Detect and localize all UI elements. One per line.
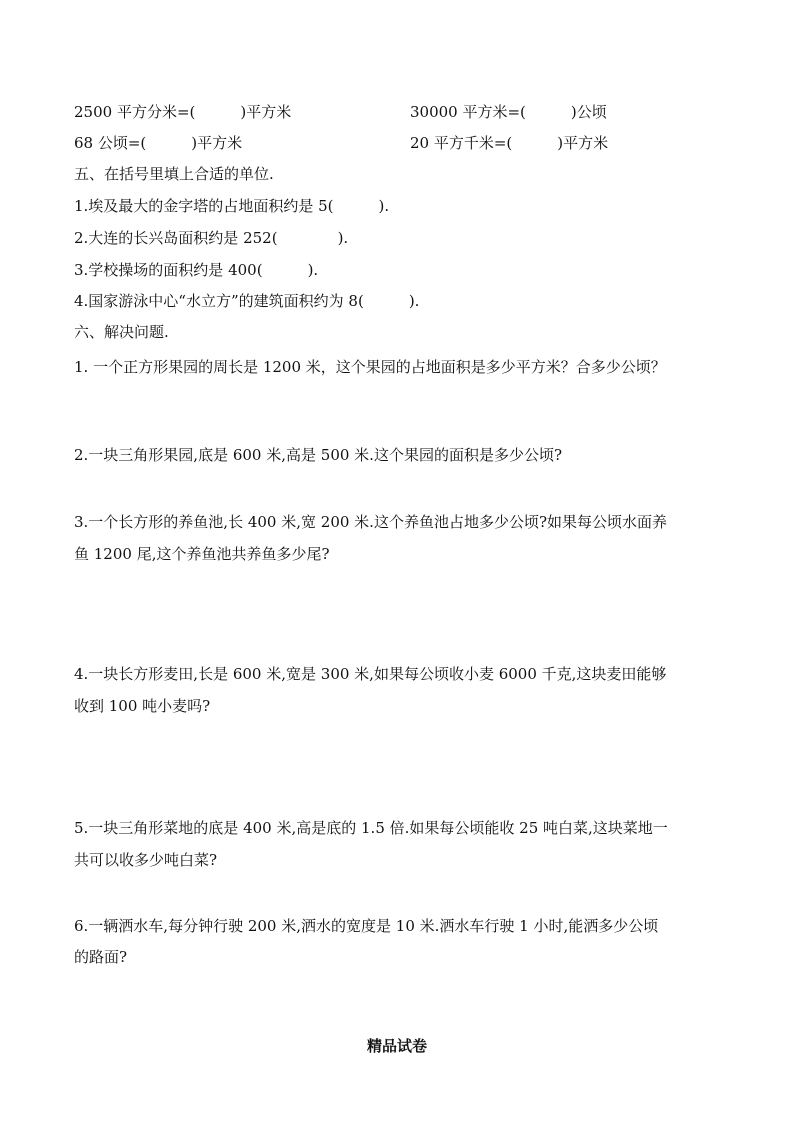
question-4-line-2: 收到 100 吨小麦吗? <box>74 697 211 715</box>
question-3-line-2: 鱼 1200 尾,这个养鱼池共养鱼多少尾? <box>74 545 330 563</box>
section-5-item-1: 1.埃及最大的金字塔的占地面积约是 5( ). <box>74 197 390 215</box>
question-4-line-1: 4.一块长方形麦田,长是 600 米,宽是 300 米,如果每公顷收小麦 6000 千克,这块麦田能够 <box>74 665 667 683</box>
question-6-line-1: 6.一辆洒水车,每分钟行驶 200 米,洒水的宽度是 10 米.洒水车行驶 1 小时,能洒多少公顷 <box>74 917 659 935</box>
section-5-item-2: 2.大连的长兴岛面积约是 252( ). <box>74 229 349 247</box>
question-6-line-2: 的路面? <box>74 948 128 966</box>
question-3-line-1: 3.一个长方形的养鱼池,长 400 米,宽 200 米.这个养鱼池占地多少公顷?如果每公顷水面养 <box>74 513 667 531</box>
conversion-item-1: 2500 平方分米=( )平方米 <box>74 103 292 121</box>
conversion-item-3: 68 公顷=( )平方米 <box>74 134 243 152</box>
question-5-line-2: 共可以收多少吨白菜? <box>74 851 218 869</box>
conversion-item-4: 20 平方千米=( )平方米 <box>410 134 609 152</box>
question-2: 2.一块三角形果园,底是 600 米,高是 500 米.这个果园的面积是多少公顷? <box>74 446 562 464</box>
question-5-line-1: 5.一块三角形菜地的底是 400 米,高是底的 1.5 倍.如果每公顷能收 25 吨白菜,这块菜地一 <box>74 819 668 837</box>
conversion-item-2: 30000 平方米=( )公顷 <box>410 103 607 121</box>
question-1: 1. 一个正方形果园的周长是 1200 米，这个果园的占地面积是多少平方米？合多少公顷？ <box>74 358 666 376</box>
section-5-heading: 五、在括号里填上合适的单位. <box>74 165 274 183</box>
section-5-item-3: 3.学校操场的面积约是 400( ). <box>74 261 319 279</box>
section-6-heading: 六、解决问题. <box>74 323 169 341</box>
page-footer: 精品试卷 <box>366 1037 427 1055</box>
section-5-item-4: 4.国家游泳中心“水立方”的建筑面积约为 8( ). <box>74 292 420 310</box>
